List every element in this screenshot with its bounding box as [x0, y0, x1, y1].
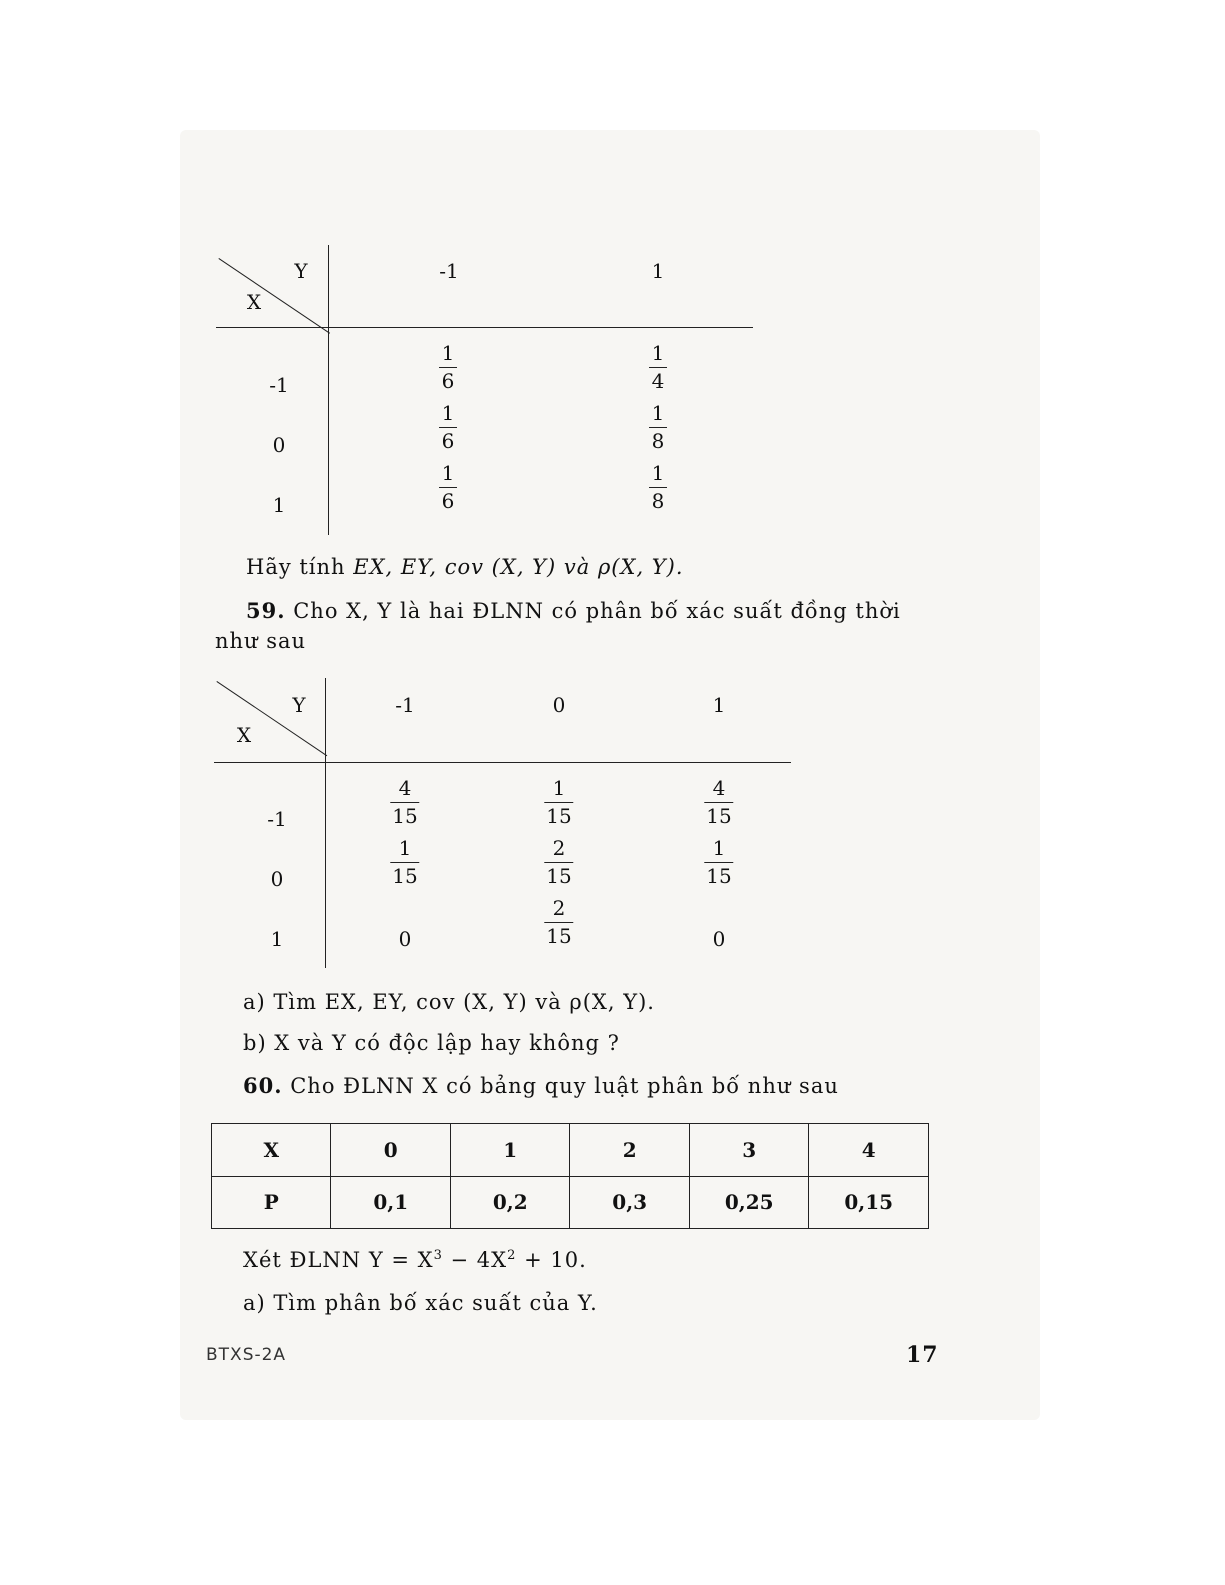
problem-60-line: [243, 1073, 839, 1098]
exponent: 3: [433, 1248, 443, 1263]
row-header: -1: [267, 807, 287, 831]
problem-text: Cho X, Y là hai ĐLNN có phân bố xác suất đồng thời: [285, 599, 901, 623]
problem-text: Cho ĐLNN X có bảng quy luật phân bố như sau: [282, 1074, 839, 1098]
instruction-line: [246, 555, 684, 579]
table-cell: 2: [570, 1124, 689, 1177]
table-cell-value: 0: [712, 927, 726, 951]
problem-number: 59.: [246, 598, 286, 623]
table-cell-fraction: 4 15: [392, 776, 418, 828]
table-cell-value: 0: [398, 927, 412, 951]
table-cell-fraction: 1 8: [649, 402, 667, 453]
header-divider: [216, 327, 753, 328]
row-header: -1: [269, 373, 289, 397]
row-header: 0: [270, 867, 284, 891]
table-cell: 0,1: [331, 1176, 450, 1229]
problem-number: 60.: [243, 1073, 283, 1098]
table-cell: 0,25: [689, 1176, 808, 1229]
distribution-table: [211, 1123, 929, 1229]
header-divider: [214, 762, 791, 763]
corner-label-x: X: [246, 290, 262, 314]
problem-59-line-2: như sau: [215, 629, 307, 653]
exponent: 2: [507, 1248, 517, 1263]
table-cell: 4: [809, 1124, 929, 1177]
corner-label-y: Y: [294, 259, 308, 283]
instruction-formula: EX, EY, cov (X, Y) và ρ(X, Y).: [353, 555, 684, 579]
column-header: -1: [439, 259, 459, 283]
table-cell: 3: [689, 1124, 808, 1177]
table-cell-fraction: 1 6: [439, 402, 457, 453]
footer-code: BTXS-2A: [206, 1345, 287, 1365]
column-divider: [325, 678, 326, 968]
table-row: [212, 1176, 929, 1229]
column-header: 0: [552, 693, 566, 717]
definition-prefix: Xét ĐLNN Y = X: [243, 1248, 434, 1272]
table-cell: 0,3: [570, 1176, 689, 1229]
table-cell: 0,15: [809, 1176, 929, 1229]
corner-label-x: X: [236, 723, 252, 747]
column-header: -1: [395, 693, 415, 717]
column-divider: [328, 245, 329, 535]
column-header: 1: [651, 259, 665, 283]
table-cell-fraction: 1 15: [706, 836, 732, 888]
problem-59-part-a: a) Tìm EX, EY, cov (X, Y) và ρ(X, Y).: [243, 990, 655, 1014]
row-header: 1: [272, 493, 286, 517]
random-variable-definition: [243, 1248, 587, 1272]
table-cell: 0: [331, 1124, 450, 1177]
problem-60-part-a: a) Tìm phân bố xác suất của Y.: [243, 1291, 598, 1315]
definition-middle: − 4X: [442, 1248, 508, 1272]
row-header: 1: [270, 927, 284, 951]
table-cell: X: [212, 1124, 331, 1177]
row-header: 0: [272, 433, 286, 457]
table-cell-fraction: 1 6: [439, 342, 457, 393]
table-cell-fraction: 2 15: [546, 896, 572, 948]
page-number: 17: [906, 1342, 939, 1368]
table-cell-fraction: 1 15: [392, 836, 418, 888]
table-cell-fraction: 1 15: [546, 776, 572, 828]
table-cell: P: [212, 1176, 331, 1229]
instruction-prefix: Hãy tính: [246, 555, 354, 579]
table-cell-fraction: 1 8: [649, 462, 667, 513]
table-cell-fraction: 1 6: [439, 462, 457, 513]
problem-59-part-b: b) X và Y có độc lập hay không ?: [243, 1031, 620, 1055]
table-cell-fraction: 2 15: [546, 836, 572, 888]
table-cell: 1: [450, 1124, 569, 1177]
definition-tail: + 10.: [516, 1248, 587, 1272]
table-cell: 0,2: [450, 1176, 569, 1229]
corner-label-y: Y: [292, 693, 306, 717]
problem-59-line-1: [246, 598, 901, 623]
column-header: 1: [712, 693, 726, 717]
table-cell-fraction: 1 4: [649, 342, 667, 393]
table-cell-fraction: 4 15: [706, 776, 732, 828]
table-row: [212, 1124, 929, 1177]
